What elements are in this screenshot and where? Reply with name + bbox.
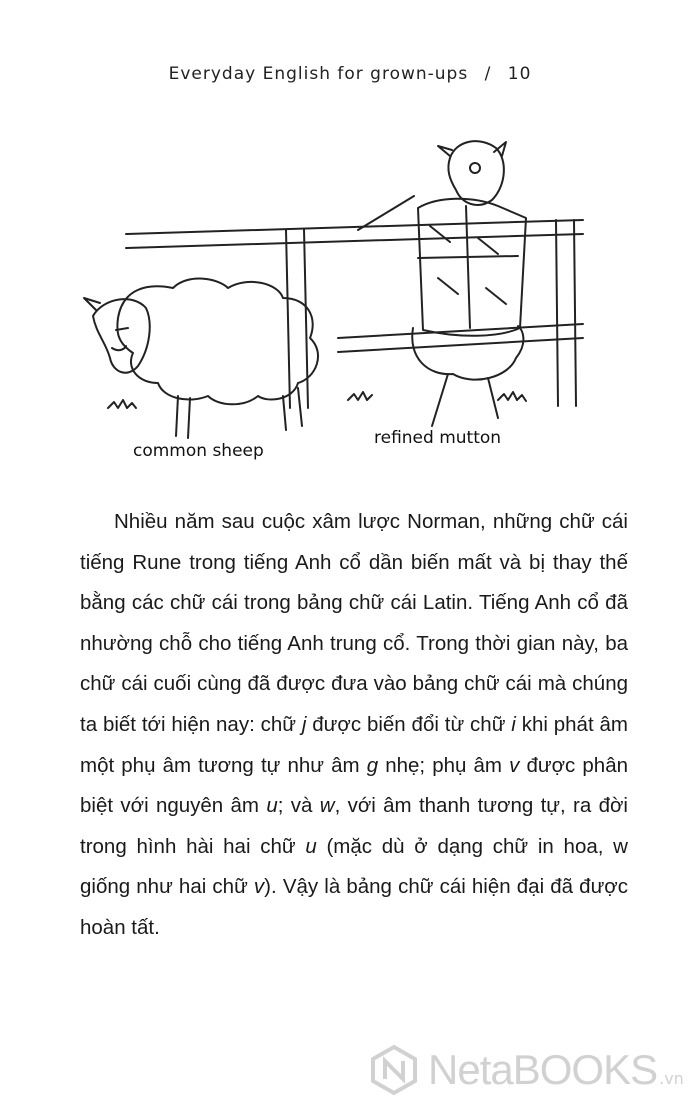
italic-letter: w xyxy=(319,794,335,818)
common-sheep-head xyxy=(93,299,150,373)
italic-letter: v xyxy=(253,875,265,899)
italic-letter: u xyxy=(266,794,278,818)
text-run: (mặc dù ở dạng chữ in hoa, w giống như hai chữ xyxy=(80,834,628,899)
text-run: khi phát âm một phụ âm tương tự như âm xyxy=(80,712,628,777)
fence-rail-top xyxy=(126,220,583,248)
refined-mutton-fleece xyxy=(412,326,523,380)
sheep-drawing xyxy=(78,138,598,478)
body-paragraph xyxy=(80,502,628,949)
caption-refined-mutton: refined mutton xyxy=(374,428,502,448)
page-number: 10 xyxy=(507,64,532,84)
watermark-suffix: .vn xyxy=(659,1069,684,1088)
italic-letter: g xyxy=(366,753,379,777)
running-header xyxy=(0,64,700,84)
header-separator: / xyxy=(484,64,492,84)
watermark-brand: NetaBOOKS xyxy=(428,1046,658,1093)
text-run: ). Vậy là bảng chữ cái hiện đại đã được hoàn tất. xyxy=(80,875,629,939)
fence-post xyxy=(556,220,576,406)
italic-letter: u xyxy=(305,834,317,858)
paragraph xyxy=(80,502,628,949)
text-run: được phân biệt với nguyên âm xyxy=(80,753,628,818)
italic-letter: v xyxy=(509,753,520,777)
text-run: Nhiều năm sau cuộc xâm lược Norman, những chữ cái tiếng Rune trong tiếng Anh cổ dần biến mất và bị thay thế bằng các chữ cái trong bảng chữ cái Latin. Tiếng Anh cổ đã nhường chỗ cho tiếng Anh trung cổ. Trong thời gian này, ba chữ cái cuối cùng đã được đưa vào bảng chữ cái mà chúng ta biết tới hiện nay: chữ xyxy=(80,510,628,736)
text-run: được biến đổi từ chữ xyxy=(306,712,512,736)
sheep-illustration xyxy=(78,138,598,478)
running-title: Everyday English for grown-ups xyxy=(168,64,469,84)
text-run: nhẹ; phụ âm xyxy=(378,753,510,777)
fence-rail-bottom xyxy=(338,324,583,352)
caption-common-sheep: common sheep xyxy=(133,441,264,461)
netabooks-logo-icon xyxy=(368,1044,420,1096)
text-run: , với âm thanh tương tự, ra đời trong hình hài hai chữ xyxy=(80,794,628,858)
italic-letter: j xyxy=(301,712,307,736)
italic-letter: i xyxy=(511,712,516,736)
text-run: ; và xyxy=(277,794,320,818)
watermark xyxy=(368,1040,684,1100)
refined-mutton-jacket xyxy=(418,199,526,336)
